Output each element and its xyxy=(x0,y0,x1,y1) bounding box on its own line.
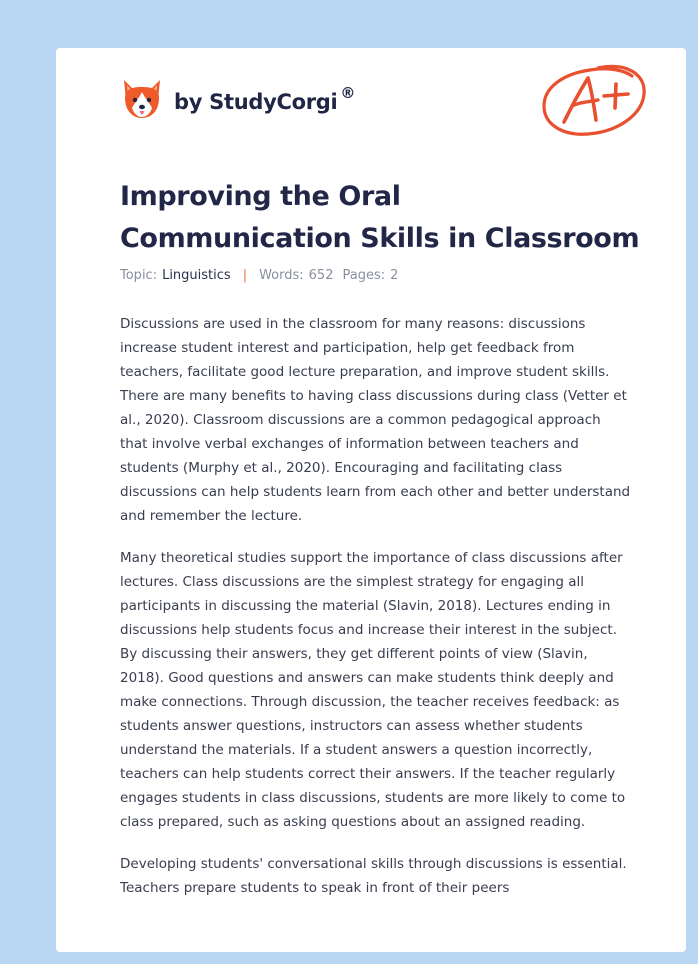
body-paragraph: Developing students' conversational skills through discussions is essential. Teachers prepare students to speak in front of their peers xyxy=(120,856,627,896)
registered-mark: ® xyxy=(340,84,356,102)
topic-link[interactable]: Linguistics xyxy=(162,268,231,283)
document-sheet xyxy=(56,48,686,952)
pages-count: 2 xyxy=(390,268,399,283)
words-label: Words: xyxy=(259,268,304,283)
document-body xyxy=(120,312,632,918)
corgi-logo-icon xyxy=(120,78,164,126)
body-paragraph: Discussions are used in the classroom for many reasons: discussions increase student interest and participation, help get feedback from teachers, facilitate good lecture preparation, and improve student skills. There are many benefits to having class discussions during class (Vetter et al., 2020). Classroom discussions are a common pedagogical approach that involve verbal exchanges of information between teachers and students (Murphy et al., 2020). Encouraging and facilitating class discussions can help students learn from each other and better understand and remember the lecture. xyxy=(120,316,631,524)
document-title: Improving the Oral Communication Skills in Classroom xyxy=(120,181,640,254)
brand-header[interactable] xyxy=(120,74,355,130)
a-plus-grade-icon xyxy=(538,60,650,142)
brand-name-text: by StudyCorgi xyxy=(174,90,338,114)
body-paragraph: Many theoretical studies support the importance of class discussions after lectures. Class discussions are the simplest strategy for engaging all participants in discussing the material (Slavin, 2018). Lectures ending in discussions help students focus and increase their interest in the subject. By discussing their answers, they get different points of view (Slavin, 2018). Good questions and answers can make students think deeply and make connections. Through discussion, the teacher receives feedback: as students answer questions, instructors can assess whether students understand the materials. If a student answers a question incorrectly, teachers can help students correct their answers. If the teacher regularly engages students in class discussions, students are more likely to come to class prepared, such as asking questions about an assigned reading. xyxy=(120,550,626,830)
document-meta xyxy=(120,268,398,283)
words-count: 652 xyxy=(308,268,334,283)
meta-separator: | xyxy=(242,268,248,283)
pages-label: Pages: xyxy=(342,268,386,283)
topic-label: Topic: xyxy=(120,268,158,283)
brand-name xyxy=(174,84,356,114)
